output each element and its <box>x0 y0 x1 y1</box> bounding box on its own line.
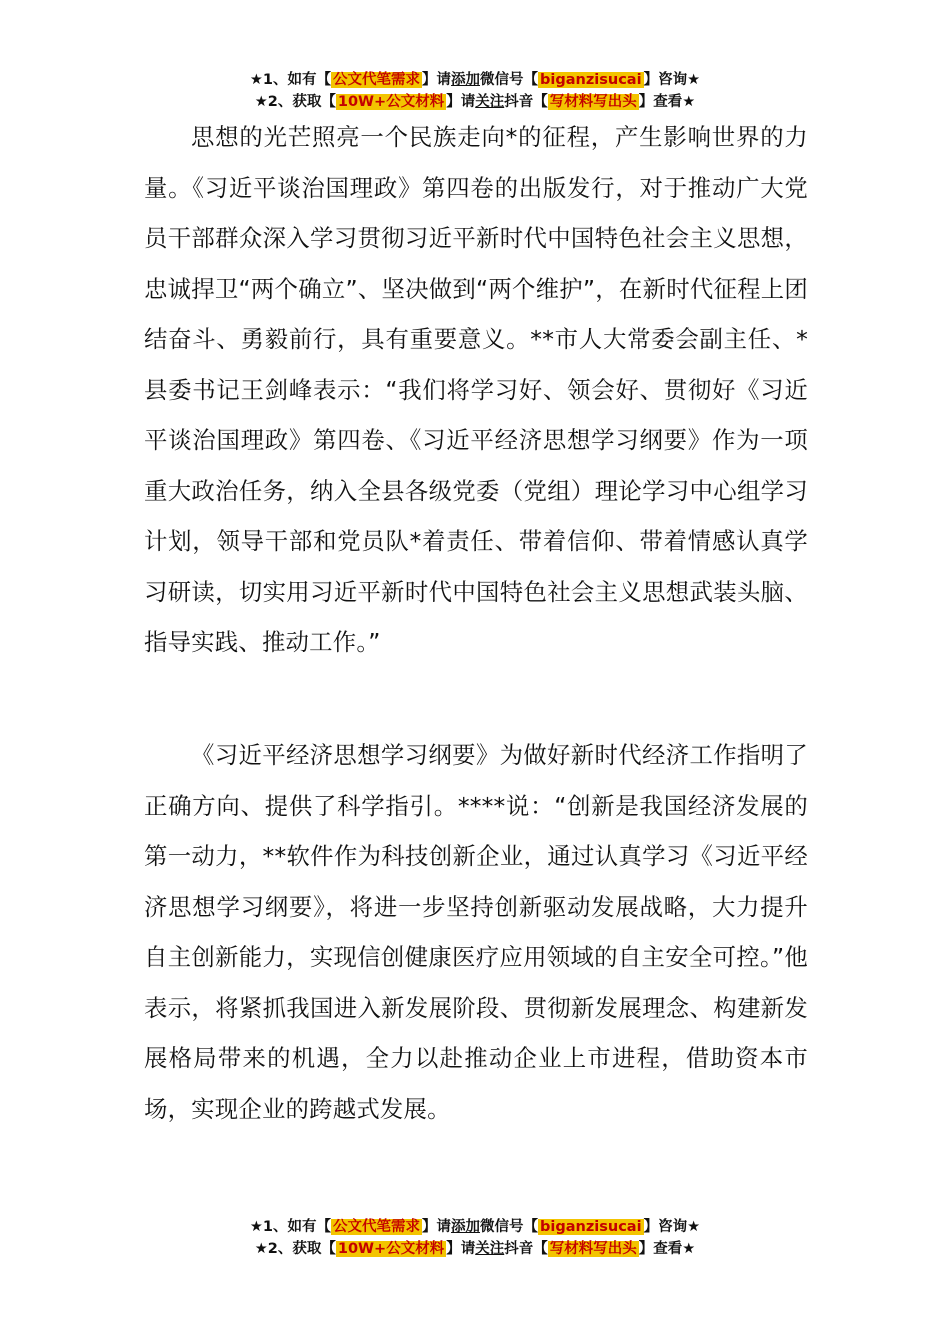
banner-emphasis: 关注 <box>475 94 505 110</box>
body-paragraph: 《习近平经济思想学习纲要》为做好新时代经济工作指明了正确方向、提供了科学指引。****说：“创新是我国经济发展的第一动力，**软件作为科技创新企业，通过认真学习《习近平经济思想学习纲要》，将进一步坚持创新驱动发展战略，大力提升自主创新能力，实现信创健康医疗应用领域的自主安全可控。”他表示，将紧抓我国进入新发展阶段、贯彻新发展理念、构建新发展格局带来的机遇，全力以赴推动企业上市进程，借助资本市场，实现企业的跨越式发展。 <box>144 741 808 1123</box>
banner-text: 】查看★ <box>638 94 696 110</box>
banner-line-2 <box>0 1238 950 1260</box>
banner-highlight: 公文代笔需求 <box>333 1219 421 1235</box>
header-banner <box>0 69 950 113</box>
banner-highlight: 写材料写出头 <box>549 1241 637 1257</box>
banner-text: ★2、获取【 <box>254 1241 336 1257</box>
banner-highlight: biganzisucai <box>540 72 642 88</box>
banner-text: 微信号【 <box>480 1219 539 1235</box>
footer-banner <box>0 1216 950 1260</box>
banner-text: 】请 <box>446 94 476 110</box>
banner-highlight: biganzisucai <box>540 1219 642 1235</box>
banner-emphasis: 添加 <box>451 1219 481 1235</box>
banner-highlight: 写材料写出头 <box>549 94 637 110</box>
banner-text: 抖音【 <box>504 1241 548 1257</box>
banner-text: 】请 <box>446 1241 476 1257</box>
banner-emphasis: 添加 <box>451 72 481 88</box>
banner-line-1 <box>0 1216 950 1238</box>
banner-text: ★1、如有【 <box>249 72 332 88</box>
banner-text: 微信号【 <box>480 72 539 88</box>
banner-highlight: 10W+公文材料 <box>337 94 445 110</box>
banner-highlight: 10W+公文材料 <box>337 1241 445 1257</box>
banner-text: ★1、如有【 <box>249 1219 332 1235</box>
banner-text: 】咨询★ <box>643 72 701 88</box>
banner-text: 】查看★ <box>638 1241 696 1257</box>
banner-text: 】请 <box>422 72 452 88</box>
banner-line-2 <box>0 91 950 113</box>
banner-text: 抖音【 <box>504 94 548 110</box>
banner-highlight: 公文代笔需求 <box>333 72 421 88</box>
banner-emphasis: 关注 <box>475 1241 505 1257</box>
body-paragraph: 思想的光芒照亮一个民族走向*的征程，产生影响世界的力量。《习近平谈治国理政》第四卷的出版发行，对于推动广大党员干部群众深入学习贯彻习近平新时代中国特色社会主义思想，忠诚捍卫“两个确立”、坚决做到“两个维护”，在新时代征程上团结奋斗、勇毅前行，具有重要意义。**市人大常委会副主任、*县委书记王剑峰表示：“我们将学习好、领会好、贯彻好《习近平谈治国理政》第四卷、《习近平经济思想学习纲要》作为一项重大政治任务，纳入全县各级党委（党组）理论学习中心组学习计划，领导干部和党员队*着责任、带着信仰、带着情感认真学习研读，切实用习近平新时代中国特色社会主义思想武装头脑、指导实践、推动工作。” <box>144 123 808 656</box>
banner-text: 】咨询★ <box>643 1219 701 1235</box>
banner-text: ★2、获取【 <box>254 94 336 110</box>
banner-line-1 <box>0 69 950 91</box>
banner-text: 】请 <box>422 1219 452 1235</box>
